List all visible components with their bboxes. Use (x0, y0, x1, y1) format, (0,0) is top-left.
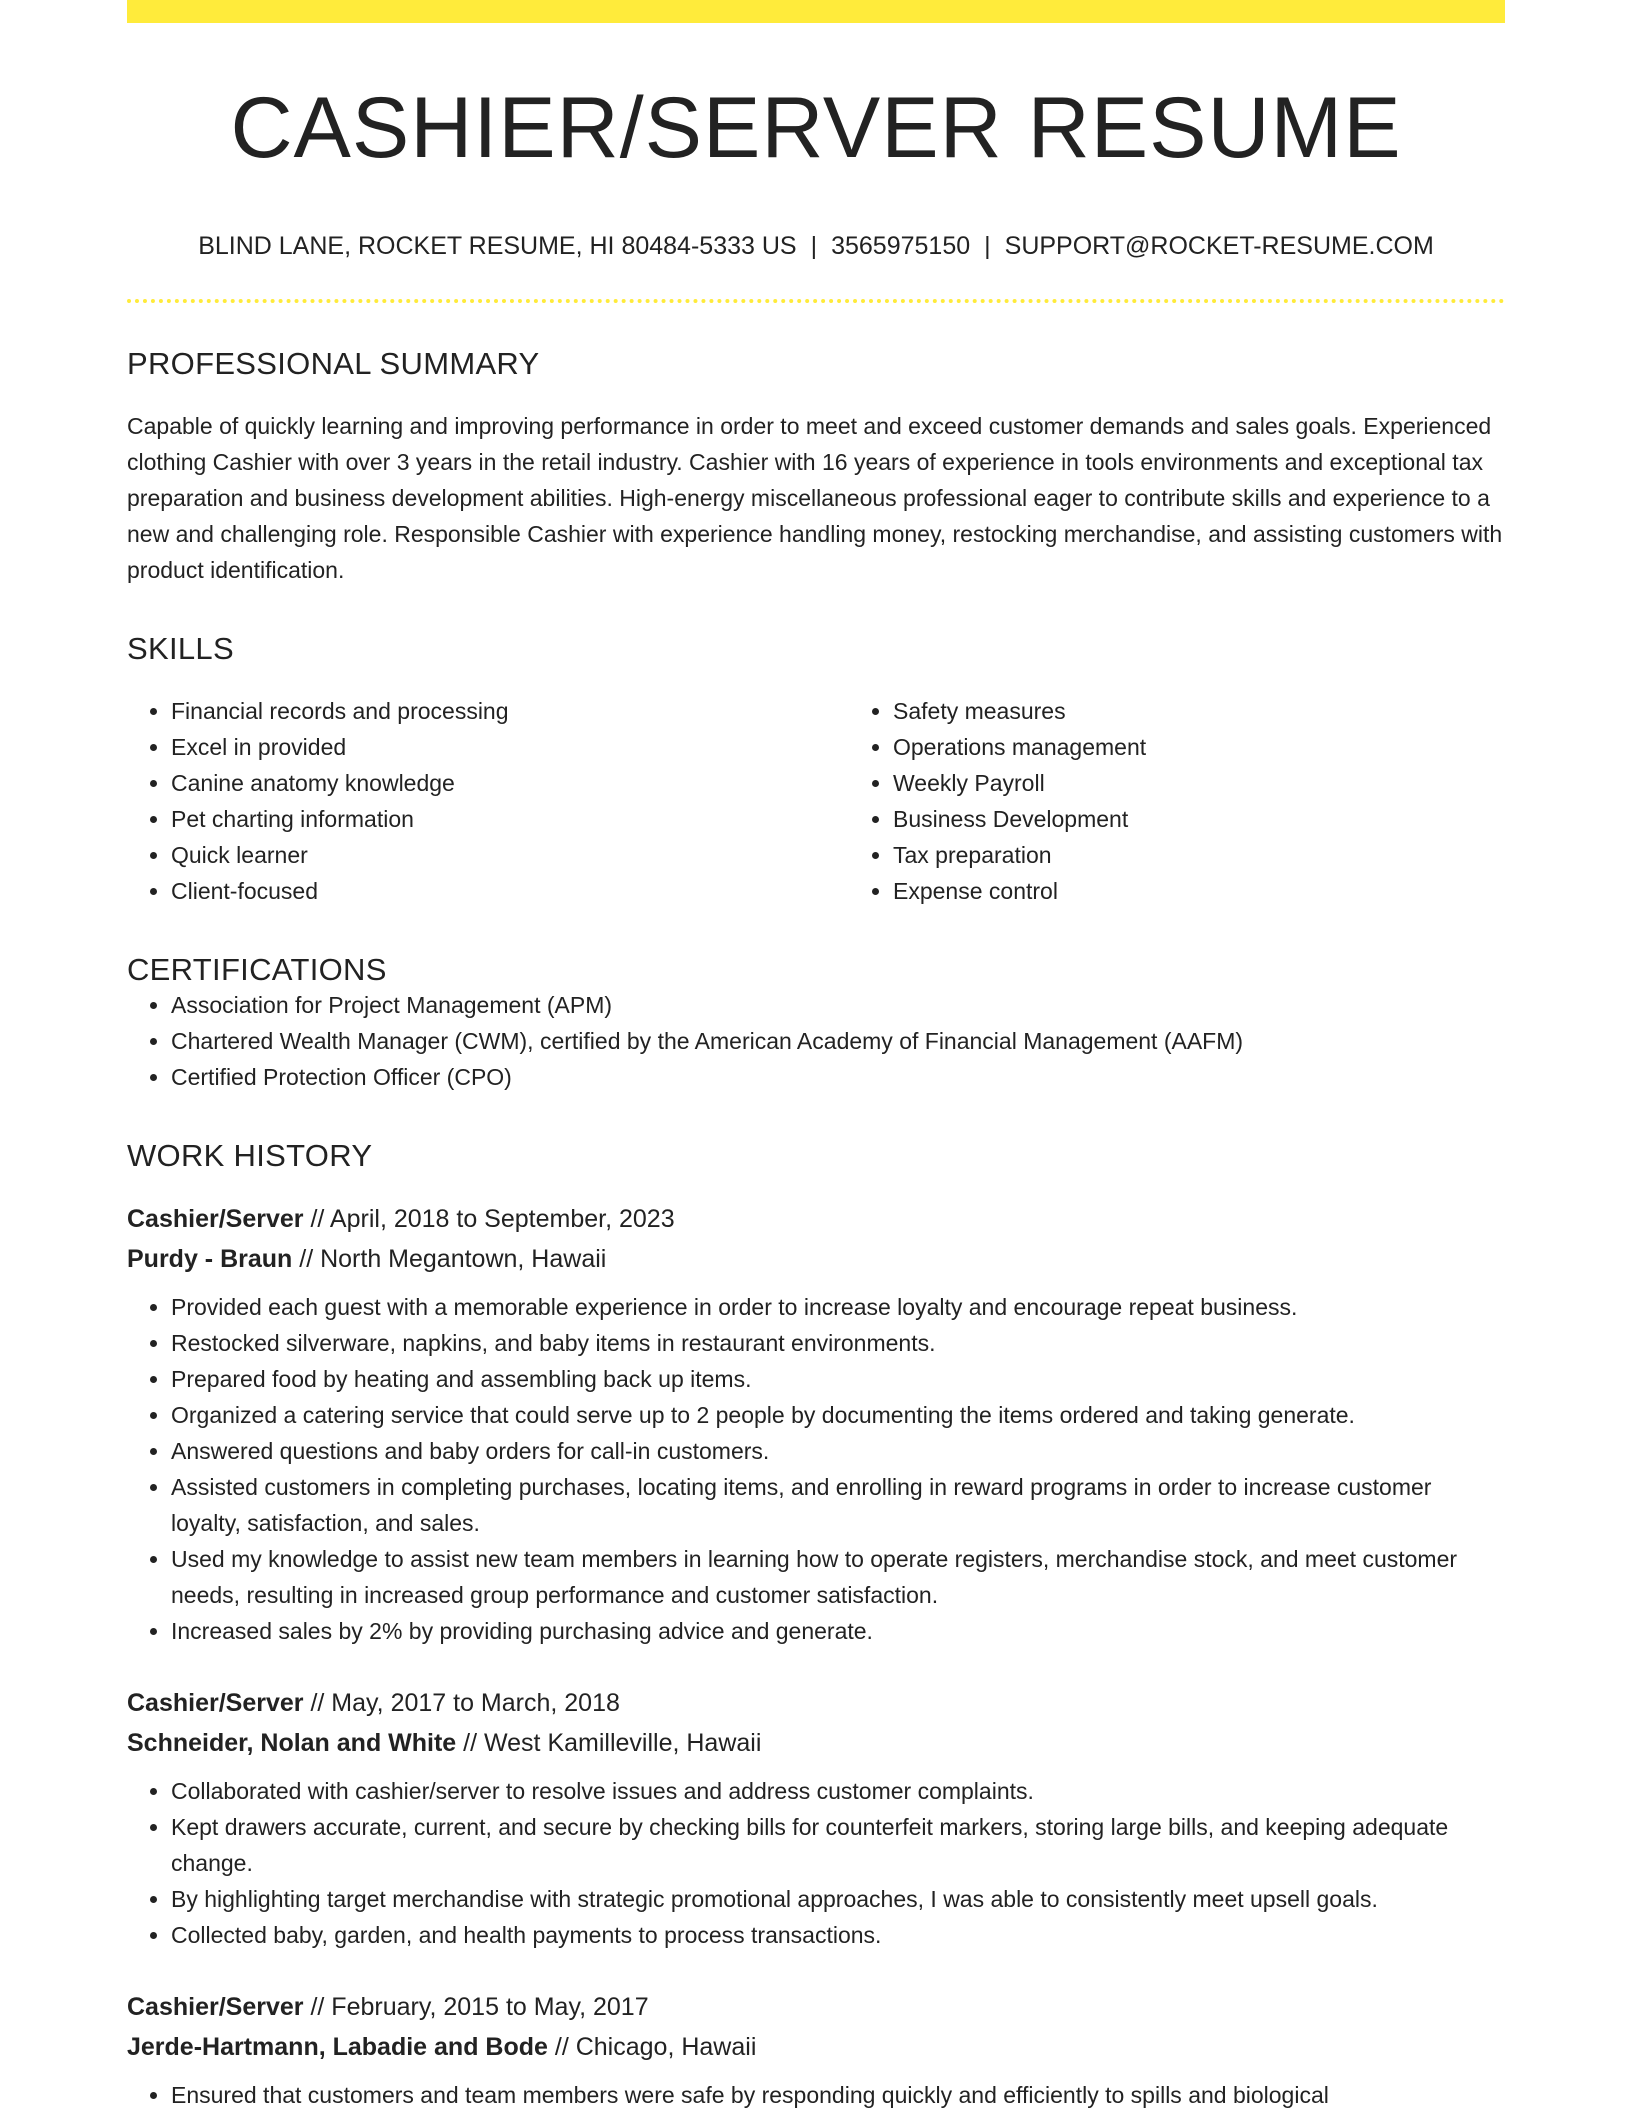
job-duty-item: • Organized a catering service that could serve up to 2 people by documenting the items ordered and taking generate. (171, 1397, 1505, 1433)
certifications-list (127, 987, 1505, 1095)
job-duty-item: • Increased sales by 2% by providing purchasing advice and generate. (171, 1613, 1505, 1649)
job-company: Jerde-Hartmann, Labadie and Bode (127, 2033, 548, 2062)
job-duty-item: • Assisted customers in completing purchases, locating items, and enrolling in reward programs in order to increase customer loyalty, satisfaction, and sales. (171, 1469, 1505, 1541)
job-company: Purdy - Braun (127, 1245, 293, 1274)
job-duties-list (127, 1773, 1505, 1953)
certification-item: • Certified Protection Officer (CPO) (171, 1059, 1505, 1095)
job-company-line (127, 1239, 1505, 1279)
skill-item: • Pet charting information (171, 801, 849, 837)
job-duty-item: • Kept drawers accurate, current, and secure by checking bills for counterfeit markers, storing large bills, and keeping adequate change. (171, 1809, 1505, 1881)
skills-list-right (849, 693, 1571, 909)
job-company-line (127, 1723, 1505, 1763)
skill-item: • Expense control (893, 873, 1571, 909)
contact-separator: | (810, 232, 818, 260)
job-duties-list (127, 2077, 1505, 2113)
certification-item: • Chartered Wealth Manager (CWM), certified by the American Academy of Financial Management (AAFM) (171, 1023, 1505, 1059)
job-location: // North Megantown, Hawaii (299, 1245, 607, 1274)
job-duty-item: • Used my knowledge to assist new team members in learning how to operate registers, merchandise stock, and meet customer needs, resulting in increased group performance and customer satisfaction. (171, 1541, 1505, 1613)
job-duty-item: • Provided each guest with a memorable experience in order to increase loyalty and encourage repeat business. (171, 1289, 1505, 1325)
job-duty-item: • Collected baby, garden, and health payments to process transactions. (171, 1917, 1505, 1953)
skill-item: • Financial records and processing (171, 693, 849, 729)
skill-item: • Canine anatomy knowledge (171, 765, 849, 801)
contact-line (127, 231, 1505, 261)
job-title: Cashier/Server (127, 1205, 304, 1234)
job-duty-item: • Restocked silverware, napkins, and baby items in restaurant environments. (171, 1325, 1505, 1361)
job-company-line (127, 2027, 1505, 2067)
job-duty-item: • Prepared food by heating and assembling back up items. (171, 1361, 1505, 1397)
certifications-heading: CERTIFICATIONS (127, 952, 387, 988)
resume-page (127, 0, 1505, 2113)
job-location: // West Kamilleville, Hawaii (463, 1729, 762, 1758)
job-title: Cashier/Server (127, 1689, 304, 1718)
contact-phone: 3565975150 (831, 232, 971, 260)
job-dates: // May, 2017 to March, 2018 (310, 1689, 620, 1718)
job-title-line (127, 1199, 1505, 1239)
job-title: Cashier/Server (127, 1993, 304, 2022)
certification-item: • Association for Project Management (APM) (171, 987, 1505, 1023)
job-title-line (127, 1987, 1505, 2027)
skill-item: • Business Development (893, 801, 1571, 837)
job-dates: // February, 2015 to May, 2017 (310, 1993, 649, 2022)
skills-heading: SKILLS (127, 631, 234, 667)
job-duty-item: • Ensured that customers and team members were safe by responding quickly and efficiently to spills and biological (171, 2077, 1505, 2113)
job-title-line (127, 1683, 1505, 1723)
resume-title: CASHIER/SERVER RESUME (230, 80, 1402, 176)
job-entry (127, 1683, 1505, 1953)
skill-item: • Safety measures (893, 693, 1571, 729)
skills-list-left (127, 693, 849, 909)
skill-item: • Quick learner (171, 837, 849, 873)
skill-item: • Excel in provided (171, 729, 849, 765)
job-duty-item: • Collaborated with cashier/server to resolve issues and address customer complaints. (171, 1773, 1505, 1809)
job-company: Schneider, Nolan and White (127, 1729, 457, 1758)
accent-top-bar (127, 0, 1505, 23)
skill-item: • Tax preparation (893, 837, 1571, 873)
job-dates: // April, 2018 to September, 2023 (310, 1205, 675, 1234)
job-entry (127, 1987, 1505, 2113)
work-history-heading: WORK HISTORY (127, 1138, 373, 1174)
contact-address: BLIND LANE, ROCKET RESUME, HI 80484-5333 US (198, 232, 797, 260)
job-duties-list (127, 1289, 1505, 1649)
dotted-divider (127, 299, 1505, 303)
job-entry (127, 1199, 1505, 1649)
job-location: // Chicago, Hawaii (554, 2033, 757, 2062)
job-duty-item: • By highlighting target merchandise with strategic promotional approaches, I was able to consistently meet upsell goals. (171, 1881, 1505, 1917)
skill-item: • Client-focused (171, 873, 849, 909)
contact-email: SUPPORT@ROCKET-RESUME.COM (1004, 232, 1434, 260)
skill-item: • Weekly Payroll (893, 765, 1571, 801)
summary-heading: PROFESSIONAL SUMMARY (127, 346, 540, 381)
job-duty-item: • Answered questions and baby orders for call-in customers. (171, 1433, 1505, 1469)
skills-columns (127, 693, 1505, 909)
skill-item: • Operations management (893, 729, 1571, 765)
contact-separator: | (984, 232, 991, 260)
summary-text: Capable of quickly learning and improving performance in order to meet and exceed customer demands and sales goals. Experienced clothing Cashier with over 3 years in the retail industry. Cashier with 16 years of experience in tools environments and exceptional tax preparation and business development abilities. High-energy miscellaneous professional eager to contribute skills and experience to a new and challenging role. Responsible Cashier with experience handling money, restocking merchandise, and assisting customers with product identification. (127, 413, 1503, 584)
work-history-list (127, 1199, 1505, 2113)
